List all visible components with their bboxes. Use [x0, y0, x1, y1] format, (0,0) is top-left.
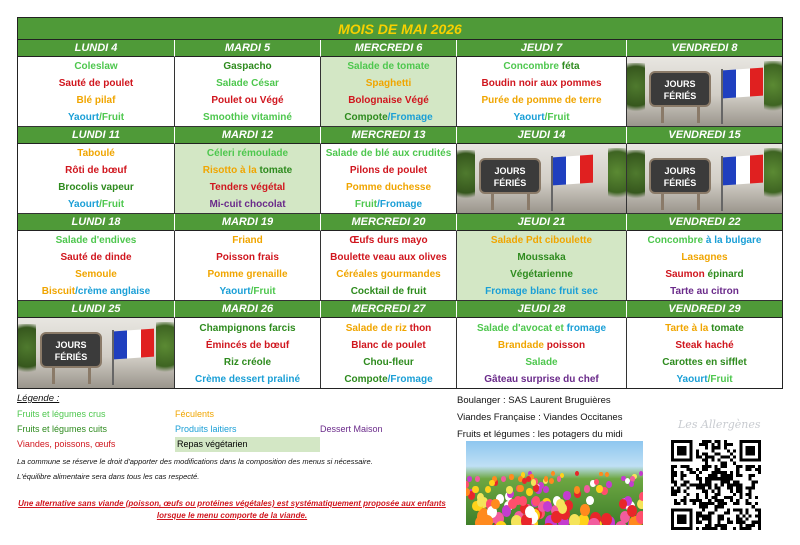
menu-item-part: Cocktail de fruit [350, 285, 427, 297]
weeks-container [18, 40, 782, 388]
menu-item [344, 112, 432, 124]
day-menu-cell [175, 144, 321, 214]
legend-viandes: Viandes, poissons, œufs [17, 439, 116, 449]
french-flag-icon [553, 155, 593, 186]
day-header: JEUDI 7 [457, 40, 627, 57]
menu-item-part: Concombre [647, 235, 706, 247]
menu-item-part: Boulette veau aux olives [330, 252, 447, 264]
flower [508, 499, 517, 509]
menu-item-part: tomate [711, 322, 744, 334]
menu-item [211, 95, 283, 107]
supplier-baker: Boulanger : SAS Laurent Bruguières [457, 395, 611, 406]
menu-item [68, 199, 124, 211]
note-modifications: La commune se réserve le droit d'apporter des modifications dans la composition des menus si nécessaire. [17, 457, 373, 466]
holiday-chalkboard [479, 158, 541, 194]
flower [506, 486, 512, 494]
menu-item-part: /Fruit [544, 111, 570, 123]
menu-item-part: Yaourt [676, 373, 708, 385]
menu-item [363, 357, 414, 369]
easel-leg [661, 192, 664, 210]
flower [472, 486, 478, 494]
menu-item-part: /Fruit [707, 373, 733, 385]
menu-item-part: /Fromage [387, 373, 433, 385]
menu-item [481, 95, 601, 107]
easel-leg [491, 192, 494, 210]
french-flag-icon [723, 155, 763, 186]
menu-item [510, 269, 573, 281]
menu-item-part: Tenders végétal [209, 181, 286, 193]
menu-item [665, 323, 744, 335]
flower [605, 472, 609, 477]
menu-item-part: /Fruit [99, 198, 125, 210]
menu-item-part: aux pommes [540, 78, 602, 90]
holiday-text-2: FÉRIÉS [663, 178, 697, 188]
day-header: MERCREDI 6 [321, 40, 457, 57]
plant-left [627, 63, 645, 121]
menu-item [77, 148, 115, 160]
menu-item [670, 286, 739, 298]
menu-item-part: Salade de blé aux crudités [325, 148, 452, 160]
day-header: MARDI 19 [175, 214, 321, 231]
menu-item [346, 323, 432, 335]
menu-item [491, 235, 592, 247]
alternative-note: Une alternative sans viande (poisson, œufs ou protéines végétales) est systématiquement proposée aux enfants lorsque le menu comporte de la viande. [18, 499, 446, 520]
menu-item-part: Chou-fleur [363, 356, 414, 368]
easel-leg [52, 366, 55, 384]
menu-item-part: Compote [344, 111, 388, 123]
menu-item [59, 78, 133, 90]
menu-item-part: Yaourt [219, 285, 251, 297]
flower [475, 476, 480, 482]
menu-item-part: /Fruit [99, 111, 125, 123]
flower [522, 478, 527, 484]
menu-item [349, 235, 427, 247]
holiday-text-2: FÉRIÉS [54, 352, 88, 362]
menu-item [503, 61, 579, 73]
holiday-text-1: JOURS [664, 166, 696, 176]
plant-right [764, 148, 782, 208]
legend [17, 393, 457, 482]
menu-item [58, 182, 134, 194]
day-menu-cell [321, 231, 457, 301]
menu-item [56, 235, 137, 247]
menu-item-part: Moussaka [517, 252, 566, 264]
flower [639, 492, 643, 501]
flower [543, 501, 552, 512]
day-header: VENDREDI 15 [627, 127, 782, 144]
menu-item [330, 252, 447, 264]
menu-item [65, 165, 127, 177]
menu-item-part: Spaghetti [365, 78, 412, 90]
supplier-meat: Viandes Française : Viandes Occitanes [457, 412, 623, 423]
flower [569, 514, 580, 525]
day-menu-cell [18, 231, 175, 301]
menu-item-part: Tarte au citron [670, 285, 739, 297]
month-title: MOIS DE MAI 2026 [18, 18, 782, 40]
flower [557, 476, 562, 482]
menu-item-part: Salade [525, 356, 558, 368]
flower [606, 481, 612, 488]
flower [584, 485, 590, 493]
menu-item [348, 95, 429, 107]
menu-item-part: Rôti de bœuf [65, 165, 127, 177]
menu-calendar [17, 17, 783, 389]
easel-leg [661, 105, 664, 123]
flower [549, 478, 554, 484]
menu-item [219, 286, 275, 298]
menu-item-part: /Fromage [377, 198, 423, 210]
menu-item [210, 182, 285, 194]
day-menu-cell [175, 231, 321, 301]
menu-item-part: Champignons farcis [199, 322, 296, 334]
french-flag-icon [723, 68, 763, 99]
menu-item-part: Compote [344, 373, 388, 385]
holiday-chalkboard [40, 332, 102, 368]
allergens-qr-code[interactable] [670, 440, 762, 530]
holiday-text-1: JOURS [55, 340, 87, 350]
menu-item [344, 374, 432, 386]
menu-item [351, 340, 425, 352]
menu-item [42, 286, 150, 298]
menu-item [75, 269, 117, 281]
menu-item [675, 340, 733, 352]
day-header: LUNDI 11 [18, 127, 175, 144]
menu-item-part: à la bulgare [705, 235, 762, 247]
day-header: MERCREDI 20 [321, 214, 457, 231]
menu-item [481, 78, 601, 90]
holiday-image [627, 144, 782, 214]
menu-item-part: poisson [546, 339, 586, 351]
menu-item [662, 357, 746, 369]
note-equilibre: L'équilibre alimentaire sera dans tous les cas respecté. [17, 472, 200, 481]
day-menu-cell [627, 318, 782, 388]
day-header: JEUDI 28 [457, 301, 627, 318]
flower [501, 476, 506, 482]
menu-item-part: Fromage [390, 111, 433, 123]
menu-item-part: Boudin noir [481, 78, 541, 90]
day-header: VENDREDI 29 [627, 301, 782, 318]
menu-item-part: Yaourt [67, 111, 100, 123]
flower [629, 481, 635, 488]
menu-item-part: Salade de riz [345, 322, 410, 334]
flower [485, 486, 491, 494]
suppliers [457, 392, 623, 443]
menu-item-part: Salade d'endives [55, 235, 137, 247]
day-menu-cell [457, 318, 627, 388]
plant-left [18, 324, 36, 382]
day-menu-cell [457, 57, 627, 127]
menu-item [203, 165, 292, 177]
menu-item-part: fromage [566, 322, 607, 334]
holiday-text-2: FÉRIÉS [493, 178, 527, 188]
menu-item-part: Riz créole [223, 356, 272, 368]
week-menu-row [18, 57, 782, 127]
holiday-text-2: FÉRIÉS [663, 91, 697, 101]
menu-item [60, 252, 131, 264]
day-header: JEUDI 14 [457, 127, 627, 144]
menu-item [207, 148, 288, 160]
menu-item-part: Yaourt [513, 111, 545, 123]
menu-item-part: Pilons de poulet [349, 165, 428, 177]
plant-right [156, 322, 174, 382]
menu-item-part: épinard [707, 268, 744, 280]
flower [532, 496, 540, 506]
legend-cuits: Fruits et légumes cuits [17, 424, 108, 434]
menu-item-part: Saumon [665, 268, 708, 280]
menu-item [366, 78, 412, 90]
tulip-field-image [466, 441, 643, 525]
day-header: LUNDI 25 [18, 301, 175, 318]
week-menu-row [18, 144, 782, 214]
flower [475, 516, 487, 525]
menu-item [676, 374, 732, 386]
day-menu-cell [175, 318, 321, 388]
week-menu-row [18, 318, 782, 388]
week-header-row [18, 40, 782, 57]
menu-item [74, 61, 117, 73]
legend-feculents: Féculents [175, 409, 215, 419]
day-menu-cell [18, 144, 175, 214]
week-header-row [18, 214, 782, 231]
menu-item-part: Pomme duchesse [345, 181, 432, 193]
menu-item-part: Biscuit [41, 285, 76, 297]
week-header-row [18, 127, 782, 144]
day-header: LUNDI 18 [18, 214, 175, 231]
easel-leg [697, 192, 700, 210]
menu-item-part: Crème dessert praliné [194, 373, 301, 385]
menu-item [517, 252, 565, 264]
flower [580, 504, 590, 515]
menu-item [199, 323, 295, 335]
menu-item [195, 374, 300, 386]
menu-item [207, 269, 287, 281]
menu-item-part: Salade de tomate [347, 61, 430, 73]
menu-item [346, 182, 431, 194]
day-header: MARDI 5 [175, 40, 321, 57]
flower [636, 511, 643, 524]
menu-item-part: Brocolis vapeur [58, 181, 134, 193]
menu-item [355, 199, 422, 211]
flower [489, 480, 494, 487]
legend-dessert: Dessert Maison [320, 424, 383, 434]
flower [596, 485, 602, 493]
french-flag-icon [114, 329, 154, 360]
menu-item-part: Salade César [216, 78, 279, 90]
menu-item-part: Gaspacho [223, 61, 272, 73]
plant-right [764, 61, 782, 121]
menu-item-part: Smoothie vitaminé [203, 111, 292, 123]
day-header: MARDI 26 [175, 301, 321, 318]
flower [639, 471, 643, 476]
menu-item-part: Salade d'avocat et [476, 322, 567, 334]
easel-leg [88, 366, 91, 384]
menu-item-part: Sauté de dinde [60, 252, 132, 264]
menu-item-part: Concombre [503, 61, 562, 73]
day-menu-cell [18, 57, 175, 127]
plant-left [457, 150, 475, 208]
plant-left [627, 150, 645, 208]
flower [588, 518, 600, 525]
menu-item [351, 286, 427, 298]
menu-item-part: Céleri rémoulade [206, 148, 289, 160]
flower [519, 496, 527, 506]
holiday-image [627, 57, 782, 127]
menu-item [216, 252, 279, 264]
menu-item [223, 61, 271, 73]
legend-vegetarien: Repas végétarien [175, 437, 320, 452]
menu-item [68, 112, 124, 124]
day-menu-cell [321, 57, 457, 127]
day-menu-cell [457, 231, 627, 301]
menu-item-part: Lasagnes [681, 252, 728, 264]
menu-item-part: Salade Pdt ciboulette [490, 235, 593, 247]
menu-item-part: tomate [259, 165, 293, 177]
menu-item [203, 112, 292, 124]
menu-item [477, 323, 606, 335]
day-header: VENDREDI 8 [627, 40, 782, 57]
legend-crudites: Fruits et légumes crus [17, 409, 106, 419]
flower [594, 479, 599, 485]
menu-item-part: Sauté de poulet [58, 78, 134, 90]
menu-item-part: féta [561, 61, 580, 73]
menu-item [232, 235, 263, 247]
menu-item-part: Taboulé [77, 148, 115, 160]
menu-item-part: Tarte à la [665, 322, 712, 334]
flower [517, 485, 523, 493]
flower [563, 491, 570, 500]
menu-item-part: Yaourt [67, 198, 100, 210]
flower [491, 499, 500, 509]
menu-item-part: /crème anglaise [75, 285, 151, 297]
day-menu-cell [175, 57, 321, 127]
menu-item-part: Mi-cuit chocolat [209, 198, 286, 210]
menu-item-part: Semoule [75, 268, 117, 280]
day-menu-cell [627, 231, 782, 301]
flower [509, 474, 514, 479]
menu-item [216, 78, 279, 90]
day-header: JEUDI 21 [457, 214, 627, 231]
day-header: MERCREDI 13 [321, 127, 457, 144]
holiday-image [18, 318, 175, 388]
menu-item-part: Purée de pomme de terre [481, 94, 602, 106]
menu-item-part: Blanc de poulet [351, 339, 426, 351]
menu-item-part: Steak haché [675, 339, 734, 351]
menu-item-part: Poulet ou Végé [211, 94, 284, 106]
menu-item-part: Coleslaw [74, 61, 118, 73]
menu-item-part: Risotto à la [202, 165, 260, 177]
menu-item-part: Fruit [354, 198, 378, 210]
menu-item [498, 340, 585, 352]
menu-item [648, 235, 762, 247]
menu-item-part: Bolognaise Végé [348, 94, 429, 106]
day-menu-cell [321, 318, 457, 388]
day-header: LUNDI 4 [18, 40, 175, 57]
menu-item [336, 269, 441, 281]
legend-title: Légende : [17, 393, 60, 404]
legend-laitiers: Produits laitiers [175, 424, 237, 434]
menu-item-part: Émincés de bœuf [205, 339, 290, 351]
day-menu-cell [321, 144, 457, 214]
flower [466, 481, 469, 488]
menu-item-part: Blé pilaf [76, 94, 116, 106]
week-header-row [18, 301, 782, 318]
menu-item-part: Fromage blanc fruit sec [485, 285, 598, 297]
menu-item [350, 165, 427, 177]
menu-item [326, 148, 452, 160]
flower [526, 488, 533, 496]
menu-item-part: Œufs durs mayo [349, 235, 428, 247]
menu-item [681, 252, 727, 264]
flower [575, 471, 579, 476]
allergens-label: Les Allergènes [678, 418, 761, 431]
flower [551, 471, 555, 476]
holiday-text-1: JOURS [494, 166, 526, 176]
flower [601, 513, 612, 525]
day-header: MARDI 12 [175, 127, 321, 144]
holiday-text-1: JOURS [664, 79, 696, 89]
menu-item-part: Gâteau surprise du chef [484, 373, 599, 385]
day-header: MERCREDI 27 [321, 301, 457, 318]
menu-item-part: Carottes en sifflet [662, 356, 747, 368]
easel-leg [697, 105, 700, 123]
holiday-image [457, 144, 627, 214]
flower [495, 521, 507, 525]
supplier-produce: Fruits et légumes : les potagers du midi [457, 429, 623, 440]
menu-item-part: Brandade [497, 339, 547, 351]
menu-item-part: /Fruit [250, 285, 276, 297]
menu-item [485, 286, 598, 298]
menu-item [77, 95, 116, 107]
menu-item-part: Végétarienne [510, 268, 573, 280]
flower [556, 499, 565, 509]
menu-item-part: Céréales gourmandes [336, 268, 441, 280]
holiday-chalkboard [649, 71, 711, 107]
menu-item-part: Friand [232, 235, 263, 247]
menu-item-part: Poisson frais [216, 252, 279, 264]
menu-item-part: / [387, 111, 391, 123]
menu-item [484, 374, 598, 386]
menu-item [665, 269, 743, 281]
plant-right [608, 148, 626, 208]
day-header: VENDREDI 22 [627, 214, 782, 231]
easel-leg [527, 192, 530, 210]
flower [599, 472, 603, 477]
menu-item-part: Pomme grenaille [207, 268, 288, 280]
menu-item [347, 61, 429, 73]
menu-item [206, 340, 289, 352]
flower [627, 505, 637, 517]
menu-item [525, 357, 557, 369]
menu-item [224, 357, 271, 369]
menu-item-part: thon [409, 322, 432, 334]
menu-item [513, 112, 569, 124]
holiday-chalkboard [649, 158, 711, 194]
week-menu-row [18, 231, 782, 301]
menu-item [209, 199, 285, 211]
